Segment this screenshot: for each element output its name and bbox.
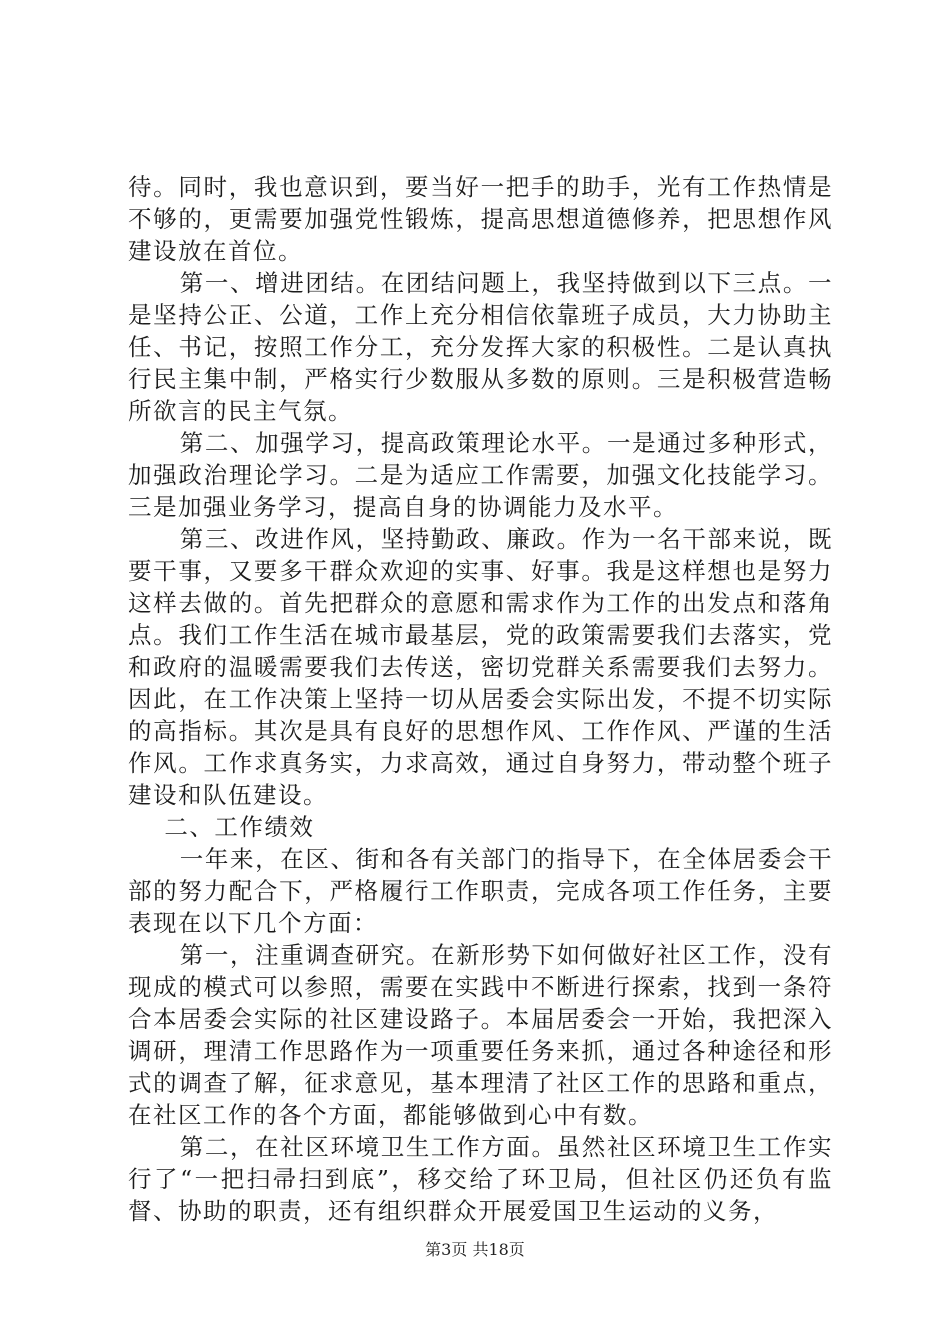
document-body <box>128 171 833 1227</box>
paragraph-study: 第二、加强学习，提高政策理论水平。一是通过多种形式，加强政治理论学习。二是为适应工作需要，加强文化技能学习。三是加强业务学习，提高自身的协调能力及水平。 <box>128 429 833 521</box>
page-number-footer: 第3页 共18页 <box>425 1240 525 1259</box>
paragraph-year-summary: 一年来，在区、街和各有关部门的指导下，在全体居委会干部的努力配合下，严格履行工作职责，完成各项工作任务，主要表现在以下几个方面： <box>128 845 833 937</box>
paragraph-unity: 第一、增进团结。在团结问题上，我坚持做到以下三点。一是坚持公正、公道，工作上充分相信依靠班子成员，大力协助主任、书记，按照工作分工，充分发挥大家的积极性。二是认真执行民主集中制，严格实行少数服从多数的原则。三是积极营造畅所欲言的民主气氛。 <box>128 269 833 425</box>
paragraph-research: 第一，注重调查研究。在新形势下如何做好社区工作，没有现成的模式可以参照，需要在实践中不断进行探索，找到一条符合本居委会实际的社区建设路子。本届居委会一开始，我把深入调研，理清工作思路作为一项重要任务来抓，通过各种途径和形式的调查了解，征求意见，基本理清了社区工作的思路和重点，在社区工作的各个方面，都能够做到心中有数。 <box>128 941 833 1129</box>
paragraph-sanitation: 第二，在社区环境卫生工作方面。虽然社区环境卫生工作实行了“一把扫帚扫到底”，移交给了环卫局，但社区仍还负有监督、协助的职责，还有组织群众开展爱国卫生运动的义务， <box>128 1133 833 1225</box>
paragraph-continuation: 待。同时，我也意识到，要当好一把手的助手，光有工作热情是不够的，更需要加强党性锻炼，提高思想道德修养，把思想作风建设放在首位。 <box>128 173 833 265</box>
section-heading-performance: 二、工作绩效 <box>164 813 315 841</box>
paragraph-work-style: 第三、改进作风，坚持勤政、廉政。作为一名干部来说，既要干事，又要多干群众欢迎的实事、好事。我是这样想也是努力这样去做的。首先把群众的意愿和需求作为工作的出发点和落角点。我们工作生活在城市最基层，党的政策需要我们去落实，党和政府的温暖需要我们去传送，密切党群关系需要我们去努力。因此，在工作决策上坚持一切从居委会实际出发，不提不切实际的高指标。其次是具有良好的思想作风、工作作风、严谨的生活作风。工作求真务实，力求高效，通过自身努力，带动整个班子建设和队伍建设。 <box>128 525 833 809</box>
